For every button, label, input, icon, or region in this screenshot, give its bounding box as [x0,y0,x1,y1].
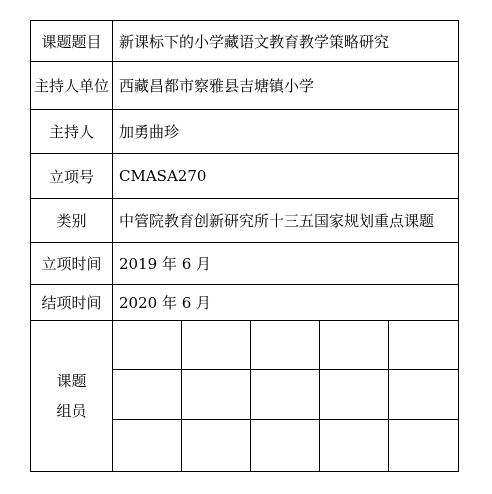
member-cell[interactable] [389,370,458,420]
project-info-table [30,20,459,472]
member-cell[interactable] [113,420,182,471]
row-project-number [31,154,458,199]
label-members [31,321,113,471]
member-cell[interactable] [251,321,320,370]
label-host: 主持人 [31,110,113,153]
member-cell[interactable] [251,370,320,420]
label-project-number: 立项号 [31,154,113,198]
label-project-title: 课题题目 [31,21,113,61]
label-category: 类别 [31,199,113,242]
row-start-date [31,243,458,285]
row-end-date [31,285,458,321]
member-cell[interactable] [389,420,458,471]
value-host-unit: 西藏昌都市察雅县吉塘镇小学 [119,77,315,95]
member-cell[interactable] [113,370,182,420]
member-cell[interactable] [182,321,251,370]
label-members-line1: 课题 [56,372,87,390]
label-start-date: 立项时间 [31,243,113,284]
member-cell[interactable] [182,370,251,420]
value-start-date: 2019 年 6 月 [119,255,212,273]
member-cell[interactable] [320,321,389,370]
row-category [31,199,458,243]
row-host [31,110,458,154]
member-cell[interactable] [251,420,320,471]
value-project-number: CMASA270 [119,167,207,185]
row-project-title [31,21,458,62]
member-cell[interactable] [182,420,251,471]
label-end-date: 结项时间 [31,285,113,320]
label-members-line2: 组员 [56,402,87,420]
value-end-date: 2020 年 6 月 [119,294,212,312]
member-cell[interactable] [113,321,182,370]
row-host-unit [31,62,458,110]
member-cell[interactable] [389,321,458,370]
value-host: 加勇曲珍 [119,123,180,141]
member-cell[interactable] [320,420,389,471]
members-grid [113,321,458,471]
row-members [31,321,458,471]
label-host-unit: 主持人单位 [31,62,113,109]
value-project-title: 新课标下的小学藏语文教育教学策略研究 [119,32,390,51]
member-cell[interactable] [320,370,389,420]
value-category: 中管院教育创新研究所十三五国家规划重点课题 [119,212,435,230]
